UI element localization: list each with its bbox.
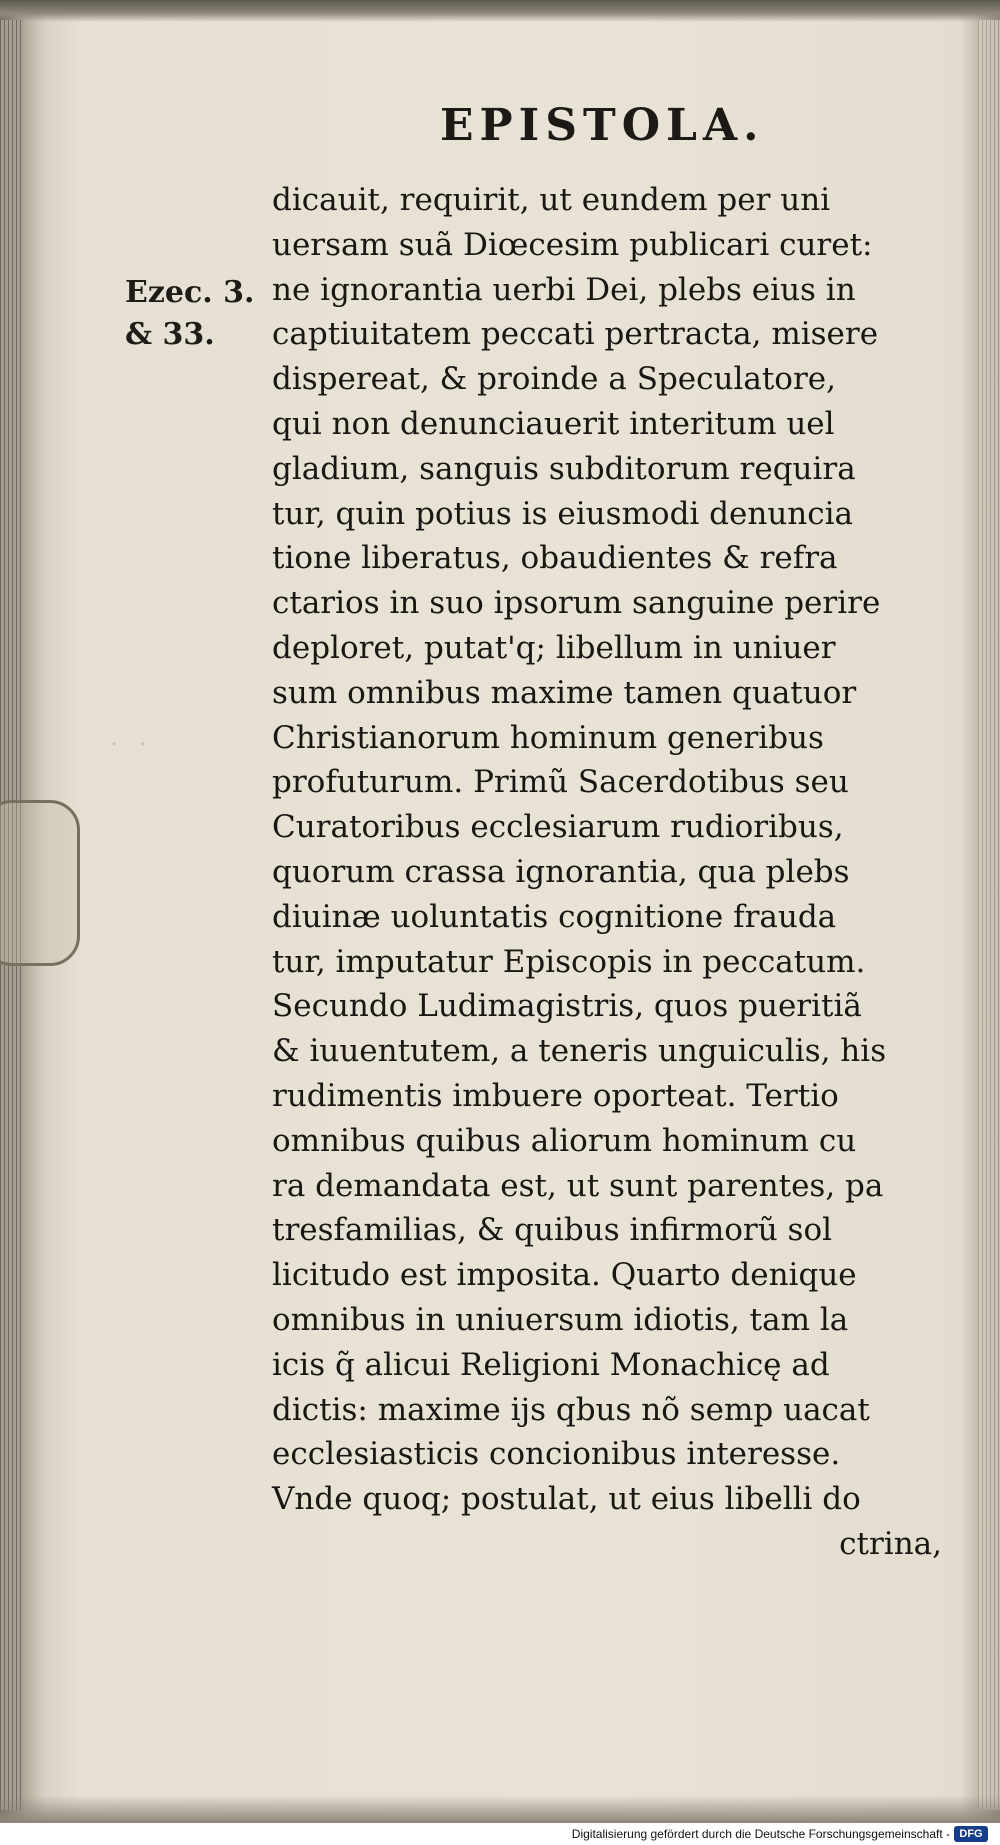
funding-credit: Digitalisierung gefördert durch die Deutsche Forschungsgemeinschaft - [571, 1827, 950, 1841]
text-line: captiuitatem peccati pertracta, misere [272, 316, 879, 353]
text-line: deploret, putat'q; libellum in uniuer [272, 629, 836, 666]
ink-bleed-through: · · [110, 730, 153, 760]
scan-top-edge [0, 0, 1000, 22]
text-line: tione liberatus, obaudientes & refra [272, 540, 838, 577]
text-line: dictis: maxime ijs qbus nõ semp uacat [272, 1391, 870, 1428]
margin-note-line: & 33. [125, 317, 215, 352]
text-line: Vnde quoq; postulat, ut eius libelli do [272, 1481, 861, 1518]
text-line: omnibus in uniuersum idiotis, tam la [272, 1301, 849, 1338]
catchword: ctrina, [839, 1525, 942, 1562]
text-line: rudimentis imbuere oporteat. Tertio [272, 1077, 839, 1114]
text-line: Curatoribus ecclesiarum rudioribus, [272, 809, 844, 846]
margin-note-line: Ezec. 3. [125, 275, 255, 310]
text-line: Christianorum hominum generibus [272, 719, 824, 756]
scan-bottom-edge [0, 1795, 1000, 1823]
digitization-footer [0, 1823, 1000, 1845]
text-line: ctarios in suo ipsorum sanguine perire [272, 585, 881, 622]
text-line: licitudo est imposita. Quarto denique [272, 1257, 857, 1294]
text-line: profuturum. Primũ Sacerdotibus seu [272, 764, 849, 801]
text-line: icis q̃ alicui Religioni Monachicę ad [272, 1346, 830, 1383]
text-line: ne ignorantia uerbi Dei, plebs eius in [272, 271, 856, 308]
text-line: uersam suã Diœcesim publicari curet: [272, 226, 873, 263]
text-line: sum omnibus maxime tamen quatuor [272, 674, 857, 711]
text-line: & iuuentutem, a teneris unguiculis, his [272, 1033, 887, 1070]
margin-note [125, 272, 265, 356]
text-line: dispereat, & proinde a Speculatore, [272, 361, 836, 398]
text-line: tur, imputatur Episcopis in peccatum. [272, 943, 866, 980]
text-line: quorum crassa ignorantia, qua plebs [272, 853, 850, 890]
right-page-edges [978, 20, 1000, 1810]
running-head: EPISTOLA. [440, 100, 765, 151]
text-line: ra demandata est, ut sunt parentes, pa [272, 1167, 884, 1204]
text-line: Secundo Ludimagistris, quos pueritiã [272, 988, 862, 1025]
text-line: omnibus quibus aliorum hominum cu [272, 1122, 857, 1159]
text-line: qui non denunciauerit interitum uel [272, 405, 835, 442]
text-line: ecclesiasticis concionibus interesse. [272, 1436, 841, 1473]
binding-tab [0, 800, 80, 966]
dfg-logo-icon [954, 1826, 988, 1842]
dfg-logo-text: DFG [959, 1828, 983, 1840]
text-line: gladium, sanguis subditorum requira [272, 450, 856, 487]
text-line: diuinæ uoluntatis cognitione frauda [272, 898, 837, 935]
text-line: dicauit, requirit, ut eundem per uni [272, 182, 831, 218]
body-text [272, 178, 952, 1567]
text-line: tresfamilias, & quibus infirmorũ sol [272, 1212, 833, 1249]
text-line: tur, quin potius is eiusmodi denuncia [272, 495, 854, 532]
